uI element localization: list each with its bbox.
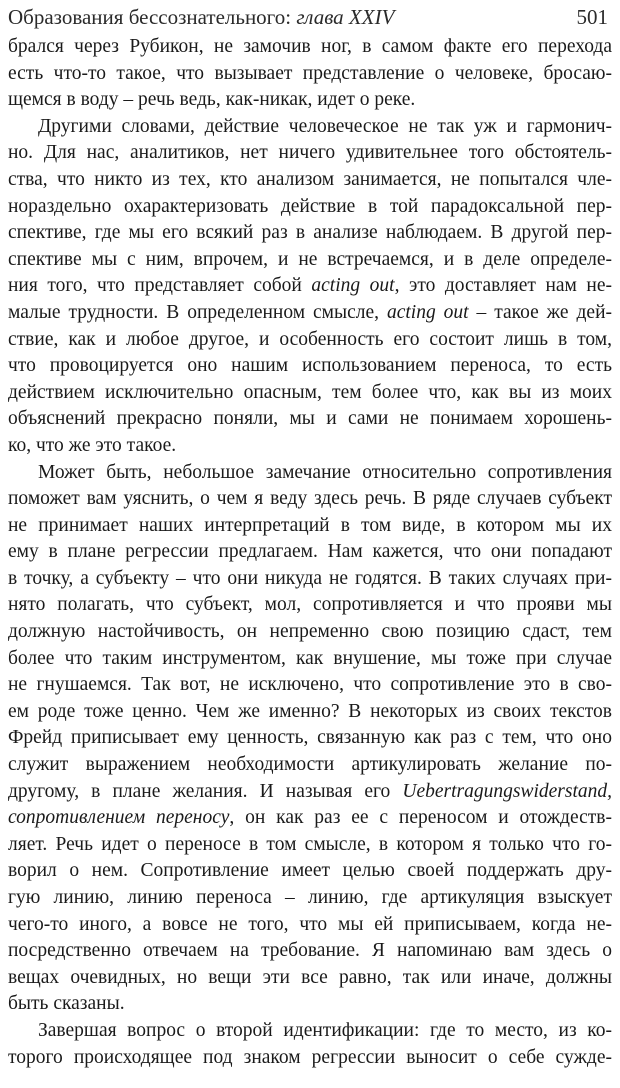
text-line	[8, 725, 612, 752]
text-line	[8, 406, 612, 433]
text-segment: – такое же дей-	[468, 301, 612, 323]
text-line	[8, 619, 612, 646]
text-segment: спективе мы с ним, впрочем, и не встречаемся, и в деле определе-	[8, 248, 612, 270]
text-segment: ляет. Речь идет о переносе в том смысле, в котором я только что го-	[8, 833, 612, 855]
text-line	[8, 433, 612, 460]
text-segment: нораздельно охарактеризовать действие в той парадоксальной пер-	[8, 195, 612, 217]
text-segment: не принимает наших интерпретаций в том виде, в котором мы их	[8, 514, 612, 536]
text-segment: Может быть, небольшое замечание относительно сопротивления	[38, 461, 612, 483]
text-segment: посредственно отвечаем на требование. Я напоминаю вам здесь о	[8, 940, 612, 962]
page-body-text	[8, 34, 612, 1071]
text-segment: должную настойчивость, он непременно свою позицию сдаст, тем	[8, 621, 612, 643]
text-segment: чего-то иного, а вовсе не того, что мы ей приписываем, когда не-	[8, 913, 612, 935]
text-segment: ему в плане регрессии предлагаем. Нам кажется, что они попадают	[8, 541, 612, 563]
text-segment: служит выражением необходимости артикулировать желание по-	[8, 754, 612, 776]
text-line	[8, 752, 612, 779]
text-segment: быть сказаны.	[8, 993, 125, 1015]
text-segment: не гнушаемся. Так вот, не исключено, что сопротивление это в сво-	[8, 674, 612, 696]
text-line	[8, 592, 612, 619]
text-segment: что провоцируется оно нашим использованием переноса, то есть	[8, 355, 612, 377]
text-line	[8, 486, 612, 513]
text-segment: ствие, как и любое другое, и особенность его состоит лишь в том,	[8, 328, 612, 350]
text-segment: ния того, что представляет собой	[8, 275, 312, 297]
italic-text: acting out	[386, 301, 469, 323]
text-segment: поможет вам уяснить, о чем я веду здесь речь. В ряде случаев субъект	[8, 488, 612, 510]
text-line	[8, 779, 612, 806]
chapter-title	[8, 2, 394, 32]
text-segment: брался через Рубикон, не замочив ног, в самом факте его перехода	[8, 36, 612, 57]
text-segment: более что таким инструментом, как внушение, мы тоже при случае	[8, 647, 612, 669]
chapter-title-italic: глава XXIV	[296, 5, 395, 29]
text-segment: Другими словами, действие человеческое не так уж и гармонич-	[38, 115, 612, 137]
text-line	[8, 61, 612, 88]
text-line	[8, 858, 612, 885]
text-line	[8, 167, 612, 194]
text-segment: малые трудности. В определенном смысле,	[8, 301, 387, 323]
text-line	[8, 938, 612, 965]
text-line	[8, 460, 612, 487]
text-line	[8, 699, 612, 726]
text-segment: есть что-то такое, что вызывает представление о человеке, бросаю-	[8, 62, 612, 84]
text-line	[8, 353, 612, 380]
text-line	[8, 513, 612, 540]
text-line	[8, 194, 612, 221]
text-segment: объяснений прекрасно поняли, мы и сами не понимаем хорошень-	[8, 408, 612, 430]
text-segment: , это доставляет нам не-	[394, 275, 612, 297]
text-segment: нято полагать, что субъект, мол, сопротивляется и что прояви мы	[8, 594, 612, 616]
text-segment: щемся в воду – речь ведь, как-никак, идет о реке.	[8, 89, 416, 111]
text-line	[8, 832, 612, 859]
text-line	[8, 220, 612, 247]
text-segment: спективе, где мы его всякий раз в анализе наблюдаем. В другой пер-	[8, 222, 612, 244]
text-segment: гую линию, линию переноса – линию, где артикуляция взыскует	[8, 887, 612, 908]
text-line	[8, 34, 612, 61]
text-line	[8, 140, 612, 167]
text-segment: ко, что же это такое.	[8, 434, 177, 456]
text-line	[8, 912, 612, 939]
text-line	[8, 672, 612, 699]
text-line	[8, 300, 612, 327]
text-line	[8, 380, 612, 407]
text-line	[8, 1018, 612, 1045]
text-segment: ворил о нем. Сопротивление имеет целью своей поддержать дру-	[8, 860, 612, 882]
text-line	[8, 566, 612, 593]
text-line	[8, 114, 612, 141]
italic-text: acting out	[311, 275, 395, 297]
chapter-title-text: Образования бессознательного:	[8, 5, 297, 29]
italic-text: сопротивлением переносу	[8, 807, 230, 829]
text-segment: ства, что никто из тех, кто анализом занимается, не попытался чле-	[8, 168, 612, 190]
text-line	[8, 273, 612, 300]
text-line	[8, 965, 612, 992]
text-line	[8, 247, 612, 274]
text-line	[8, 646, 612, 673]
text-line	[8, 991, 612, 1018]
text-line	[8, 1045, 612, 1072]
text-line	[8, 87, 612, 114]
text-segment: другому, в плане желания. И называя его	[8, 780, 403, 802]
text-segment: , он как раз ее с переносом и отождеств-	[229, 807, 612, 829]
text-line	[8, 539, 612, 566]
text-line	[8, 805, 612, 832]
text-segment: Фрейд приписывает ему ценность, связанную как раз с тем, что оно	[8, 727, 612, 749]
text-segment: в точку, а субъекту – что они никуда не годятся. В таких случаях при-	[8, 567, 612, 589]
text-segment: действием исключительно опасным, тем более что, как вы из моих	[8, 381, 612, 403]
text-segment: торого происходящее под знаком регрессии выносит о себе сужде-	[8, 1046, 612, 1068]
text-line	[8, 885, 612, 912]
italic-text: Uebertragungswiderstand,	[402, 780, 612, 802]
text-segment: Завершая вопрос о второй идентификации: где то место, из ко-	[38, 1019, 612, 1041]
page-number: 501	[576, 5, 608, 29]
text-segment: но. Для нас, аналитиков, нет ничего удивительнее того обстоятель-	[8, 142, 612, 164]
text-segment: ем роде тоже ценно. Чем же именно? В некоторых из своих текстов	[8, 700, 612, 722]
text-segment: вещах очевидных, но вещи эти все равно, так или иначе, должны	[8, 966, 612, 988]
running-header	[8, 2, 612, 32]
text-line	[8, 327, 612, 354]
